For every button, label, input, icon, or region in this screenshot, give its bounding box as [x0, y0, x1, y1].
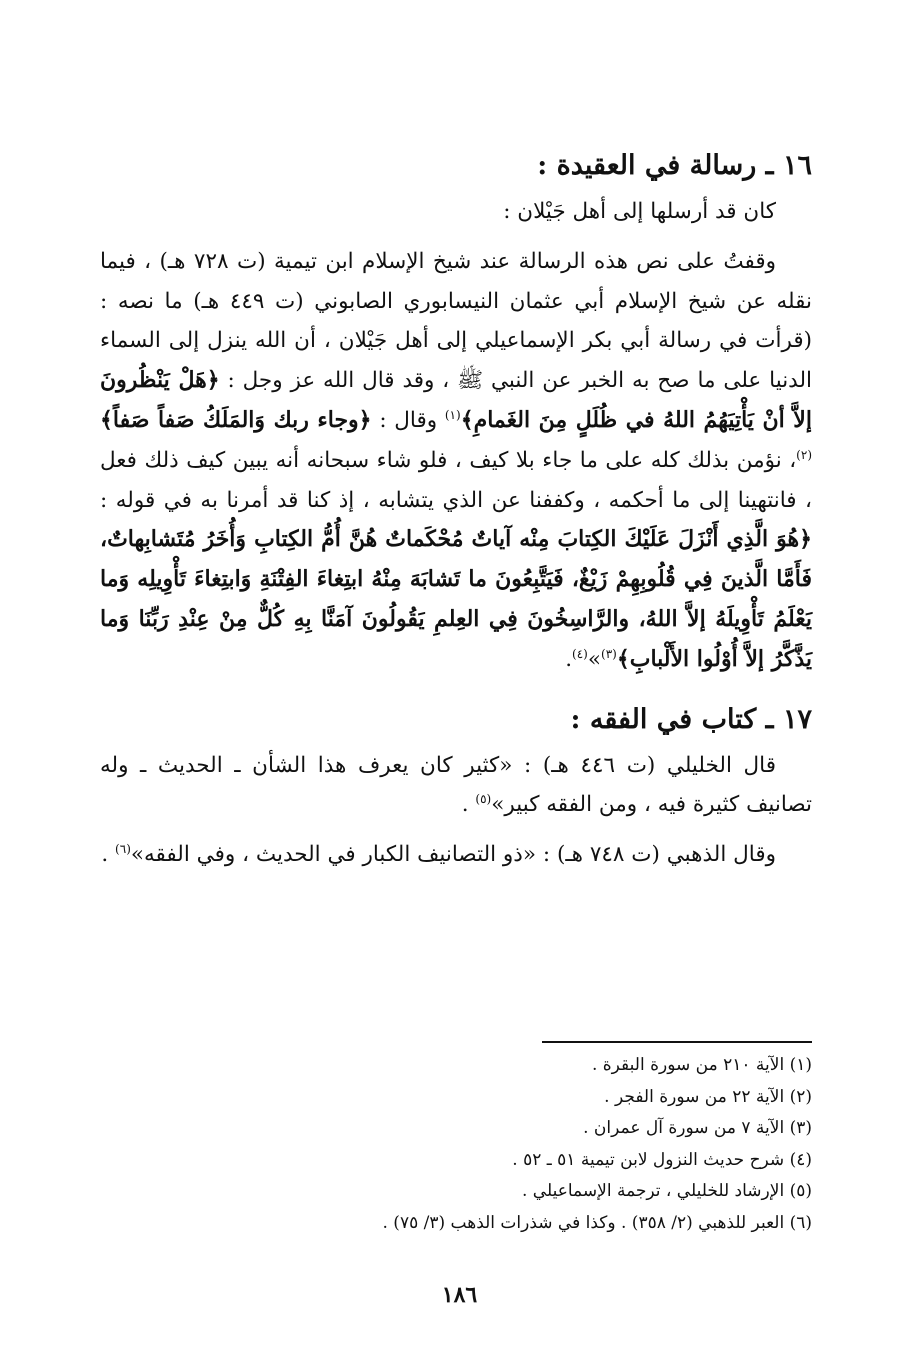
- text-run: وقال الذهبي (ت ٧٤٨ هـ) : «ذو التصانيف الكبار في الحديث ، وفي الفقه»: [130, 842, 776, 868]
- text-run: .: [461, 792, 469, 818]
- footnote-ref: (٦): [115, 842, 131, 856]
- section-16-heading: ١٦ ـ رسالة في العقيدة :: [537, 150, 812, 181]
- text-run: .: [565, 646, 573, 672]
- footnote-separator: [542, 1041, 812, 1043]
- footnote-ref: (١): [444, 407, 461, 422]
- footnote-1: (١) الآية ٢١٠ من سورة البقرة .: [591, 1055, 812, 1075]
- footnote-ref: (٢): [796, 447, 812, 462]
- footnote-ref: (٣): [601, 646, 617, 661]
- footnote-6: (٦) العبر للذهبي (٢/ ٣٥٨) . وكذا في شذرات الذهب (٣/ ٧٥) .: [382, 1212, 812, 1233]
- section-17-paragraph-1: [100, 746, 812, 826]
- footnotes: [100, 1050, 812, 1239]
- quran-verse: ﴿وجاء ربك وَالمَلَكُ صَفاً صَفاً﴾: [100, 406, 372, 433]
- section-16-intro: كان قد أرسلها إلى أهل جَيْلان :: [503, 199, 776, 224]
- footnote-5: (٥) الإرشاد للخليلي ، ترجمة الإسماعيلي .: [522, 1181, 812, 1201]
- text-run: .: [101, 842, 109, 868]
- text-run: ، نؤمن بذلك كله على ما جاء بلا كيف ، فلو شاء سبحانه أنه يبين كيف ذلك فعل ، فانتهينا إلى ما أحكمه ، وكففنا عن الذي يتشابه ، إذ كنا قد أمرنا به في قوله :: [100, 447, 812, 513]
- page-number: ١٨٦: [441, 1282, 478, 1308]
- footnote-4: (٤) شرح حديث النزول لابن تيمية ٥١ ـ ٥٢ .: [512, 1149, 812, 1170]
- section-17-heading: ١٧ ـ كتاب في الفقه :: [570, 703, 812, 735]
- text-run: »: [587, 646, 602, 672]
- page-body: [100, 140, 812, 875]
- text-run: قال الخليلي (ت ٤٤٦ هـ) : «كثير كان يعرف هذا الشأن ـ الحديث ـ وله تصانيف كثيرة فيه ، ومن الفقه كبير»: [100, 752, 812, 818]
- footnote-ref: (٥): [475, 792, 492, 807]
- quran-verse: ﴿هُوَ الَّذِي أَنْزَلَ عَلَيْكَ الكِتابَ مِنْه آياتٌ مُحْكَماتٌ هُنَّ أُمُّ الكِتابِ وَأُخَرُ مُتَشابِهاتٌ، فَأَمَّا الَّذينَ فِي قُلُوبِهِمْ زَيْغٌ، فَيَتَّبِعُونَ ما تَشابَهَ مِنْهُ ابتِغاءَ الفِتْنَةِ وَابتِغاءَ تَأْوِيلِه وَما يَعْلَمُ تَأْوِيلَهُ إلاَّ اللهُ، والرَّاسِخُونَ فِي العِلمِ يَقُولُونَ آمَنَّا بِهِ كُلٌّ مِنْ عِنْدِ رَبِّنَا وَما يَذَّكَّرُ إلاَّ أُوْلُوا الأَلْبابِ﴾: [100, 526, 812, 672]
- text-run: وقال :: [379, 407, 438, 433]
- quran-verse: ﴿هَلْ يَنْظُرونَ إلاَّ أنْ يَأْتِيَهُمُ اللهُ في ظُلَلٍ مِنَ الغَمامِ﴾: [100, 367, 812, 433]
- footnote-ref: (٤): [572, 646, 588, 661]
- footnote-2: (٢) الآية ٢٢ من سورة الفجر .: [604, 1086, 812, 1107]
- text-run: وقفتُ على نص هذه الرسالة عند شيخ الإسلام ابن تيمية (ت ٧٢٨ هـ) ، فيما نقله عن شيخ الإسلام أبي عثمان النيسابوري الصابوني (ت ٤٤٩ هـ) ما نصه : (قرأت في رسالة أبي بكر الإسماعيلي إلى أهل جَيْلان ، أن الله ينزل إلى السماء الدنيا على ما صح به الخبر عن النبي ﷺ ، وقد قال الله عز وجل :: [100, 248, 812, 394]
- footnote-3: (٣) الآية ٧ من سورة آل عمران .: [583, 1118, 812, 1138]
- section-17-paragraph-2: [100, 835, 812, 875]
- section-16-paragraph: [100, 242, 812, 680]
